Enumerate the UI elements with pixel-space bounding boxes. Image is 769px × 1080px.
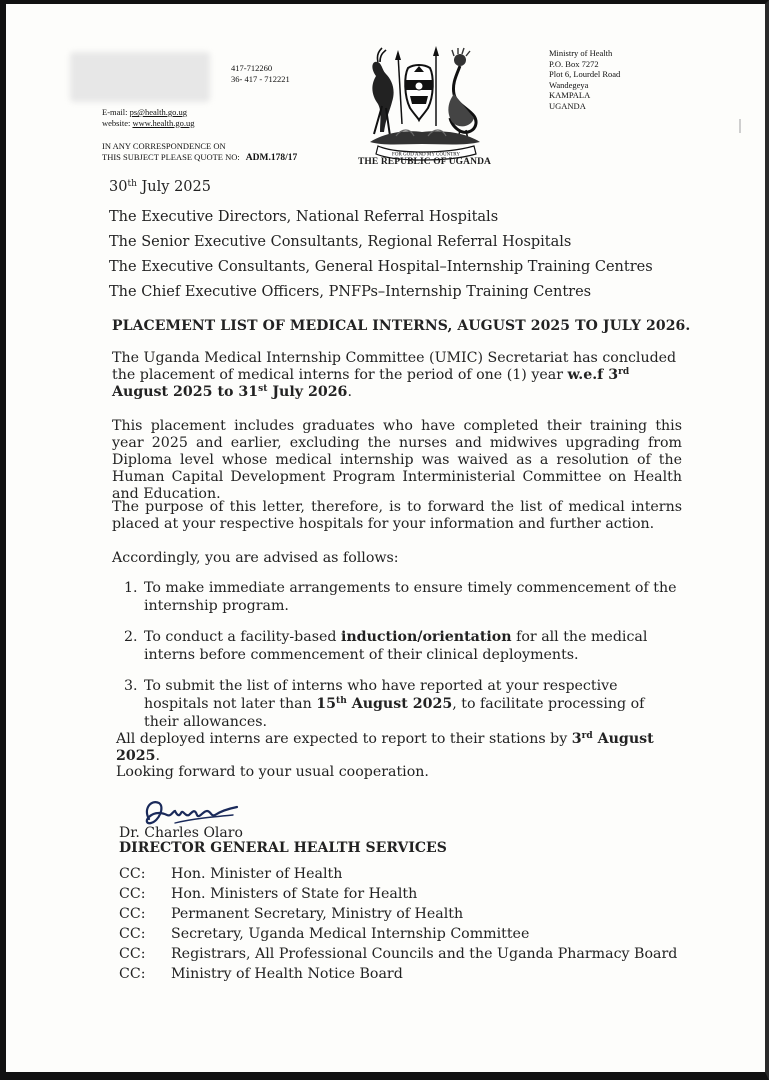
cc-label: CC:	[119, 966, 146, 982]
addressee-line: The Chief Executive Officers, PNFPs–Internship Training Centres	[109, 284, 592, 300]
address-line: P.O. Box 7272	[549, 58, 599, 69]
addressee-line: The Senior Executive Consultants, Regional Referral Hospitals	[109, 234, 572, 250]
p1-bold: August 2025 to 31	[112, 384, 259, 400]
item3-text: To submit the list of interns who have reported at your respective hospitals not later than	[144, 678, 618, 712]
p1-sup: st	[258, 384, 268, 394]
contact-block	[102, 107, 194, 128]
paragraph-3: The purpose of this letter, therefore, is to forward the list of medical interns placed at your respective hospitals for your information and further action.	[112, 499, 682, 532]
item2-bold: induction/orientation	[340, 629, 512, 645]
address-line: Ministry of Health	[549, 48, 613, 58]
republic-label: THE REPUBLIC OF UGANDA	[358, 157, 492, 167]
cc-line	[119, 946, 677, 963]
date-rest: July 2025	[136, 179, 211, 195]
cc-line	[119, 886, 417, 903]
cc-line	[119, 966, 403, 983]
p1-bold: July 2026	[267, 384, 348, 400]
list-text	[144, 628, 682, 664]
paragraph-2: This placement includes graduates who have completed their training this year 2025 and earlier, excluding the nurses and midwives upgrading from Diploma level whose medical internship was waived as a resolution of the Human Capital Development Program Interministerial Committee on Health and Education.	[112, 418, 682, 502]
item3-sup: th	[336, 696, 347, 706]
cc-recipient: Hon. Minister of Health	[171, 866, 343, 882]
list-text	[144, 677, 682, 731]
cc-label: CC:	[119, 946, 146, 962]
tel-line: 417-712260	[231, 63, 273, 73]
p1-sup: rd	[618, 367, 630, 377]
item3-text: , to facilitate processing of their allowances.	[144, 696, 645, 730]
list-number: 3.	[124, 678, 138, 694]
cc-label: CC:	[119, 866, 146, 882]
cc-line	[119, 906, 463, 923]
item2-text: for all the medical interns before commencement of their clinical deployments.	[144, 629, 648, 663]
address-line: Plot 6, Lourdel Road	[549, 69, 621, 79]
paragraph-1	[112, 350, 682, 401]
telephone-block	[231, 63, 290, 84]
cc-recipient: Secretary, Uganda Medical Internship Committee	[171, 926, 530, 942]
p5-sup: rd	[581, 731, 593, 741]
ministry-address	[549, 48, 620, 111]
correspondence-line: IN ANY CORRESPONDENCE ON	[102, 141, 226, 151]
addressee-line: The Executive Consultants, General Hospital–Internship Training Centres	[109, 259, 653, 275]
list-item	[124, 579, 684, 619]
scan-mark	[739, 119, 741, 133]
list-item	[124, 677, 684, 730]
addressee-line: The Executive Directors, National Referral Hospitals	[109, 209, 499, 225]
p1-bold: w.e.f 3	[567, 367, 619, 383]
cc-recipient: Ministry of Health Notice Board	[171, 966, 403, 982]
cc-recipient: Registrars, All Professional Councils and the Uganda Pharmacy Board	[171, 946, 678, 962]
p5-end: .	[155, 748, 161, 764]
list-number: 2.	[124, 629, 138, 645]
p5-bold: 3	[571, 731, 582, 747]
cc-recipient: Hon. Ministers of State for Health	[171, 886, 418, 902]
paragraph-5	[116, 731, 686, 765]
cc-label: CC:	[119, 926, 146, 942]
website-link[interactable]: www.health.go.ug	[132, 117, 195, 128]
email-link[interactable]: ps@health.go.ug	[129, 107, 188, 117]
address-line: Wandegeya	[549, 79, 589, 90]
item3-bold: August 2025	[346, 696, 453, 712]
list-text: To make immediate arrangements to ensure timely commencement of the internship program.	[144, 580, 677, 614]
p1-end: .	[347, 384, 352, 400]
letter-date	[109, 179, 211, 196]
correspondence-line: THIS SUBJECT PLEASE QUOTE NO:	[102, 151, 240, 162]
p1-text: The Uganda Medical Internship Committee (UMIC) Secretariat has concluded the placement of medical interns for the period of one (1) year	[112, 350, 677, 383]
date-suffix: th	[127, 179, 137, 189]
item3-bold: 15	[316, 696, 337, 712]
crest-motto: FOR GOD AND MY COUNTRY	[392, 152, 460, 158]
letter-subject: PLACEMENT LIST OF MEDICAL INTERNS, AUGUST 2025 TO JULY 2026.	[112, 318, 691, 334]
list-number: 1.	[124, 580, 138, 596]
paragraph-4: Accordingly, you are advised as follows:	[112, 550, 399, 566]
tel-line: 36- 417 - 712221	[231, 73, 290, 84]
cc-label: CC:	[119, 886, 146, 902]
p5-text: All deployed interns are expected to report to their stations by	[116, 731, 572, 747]
paragraph-6: Looking forward to your usual cooperation.	[116, 764, 429, 780]
item2-text: To conduct a facility-based	[144, 629, 341, 645]
cc-recipient: Permanent Secretary, Ministry of Health	[171, 906, 464, 922]
redacted-area	[70, 52, 210, 102]
cc-line	[119, 926, 529, 943]
cc-line	[119, 866, 342, 883]
signer-name: Dr. Charles Olaro	[119, 825, 243, 841]
date-day: 30	[109, 179, 128, 195]
address-line: KAMPALA	[549, 90, 591, 100]
email-label: E-mail:	[102, 107, 128, 117]
website-label: website:	[102, 117, 131, 128]
signer-title: DIRECTOR GENERAL HEALTH SERVICES	[119, 840, 447, 856]
p5-bold: August 2025	[116, 731, 654, 764]
list-item	[124, 628, 684, 668]
cc-label: CC:	[119, 906, 146, 922]
correspondence-note	[102, 141, 297, 163]
address-line: UGANDA	[549, 100, 586, 111]
reference-number: ADM.178/17	[245, 152, 298, 163]
uganda-coat-of-arms-icon	[356, 46, 496, 170]
